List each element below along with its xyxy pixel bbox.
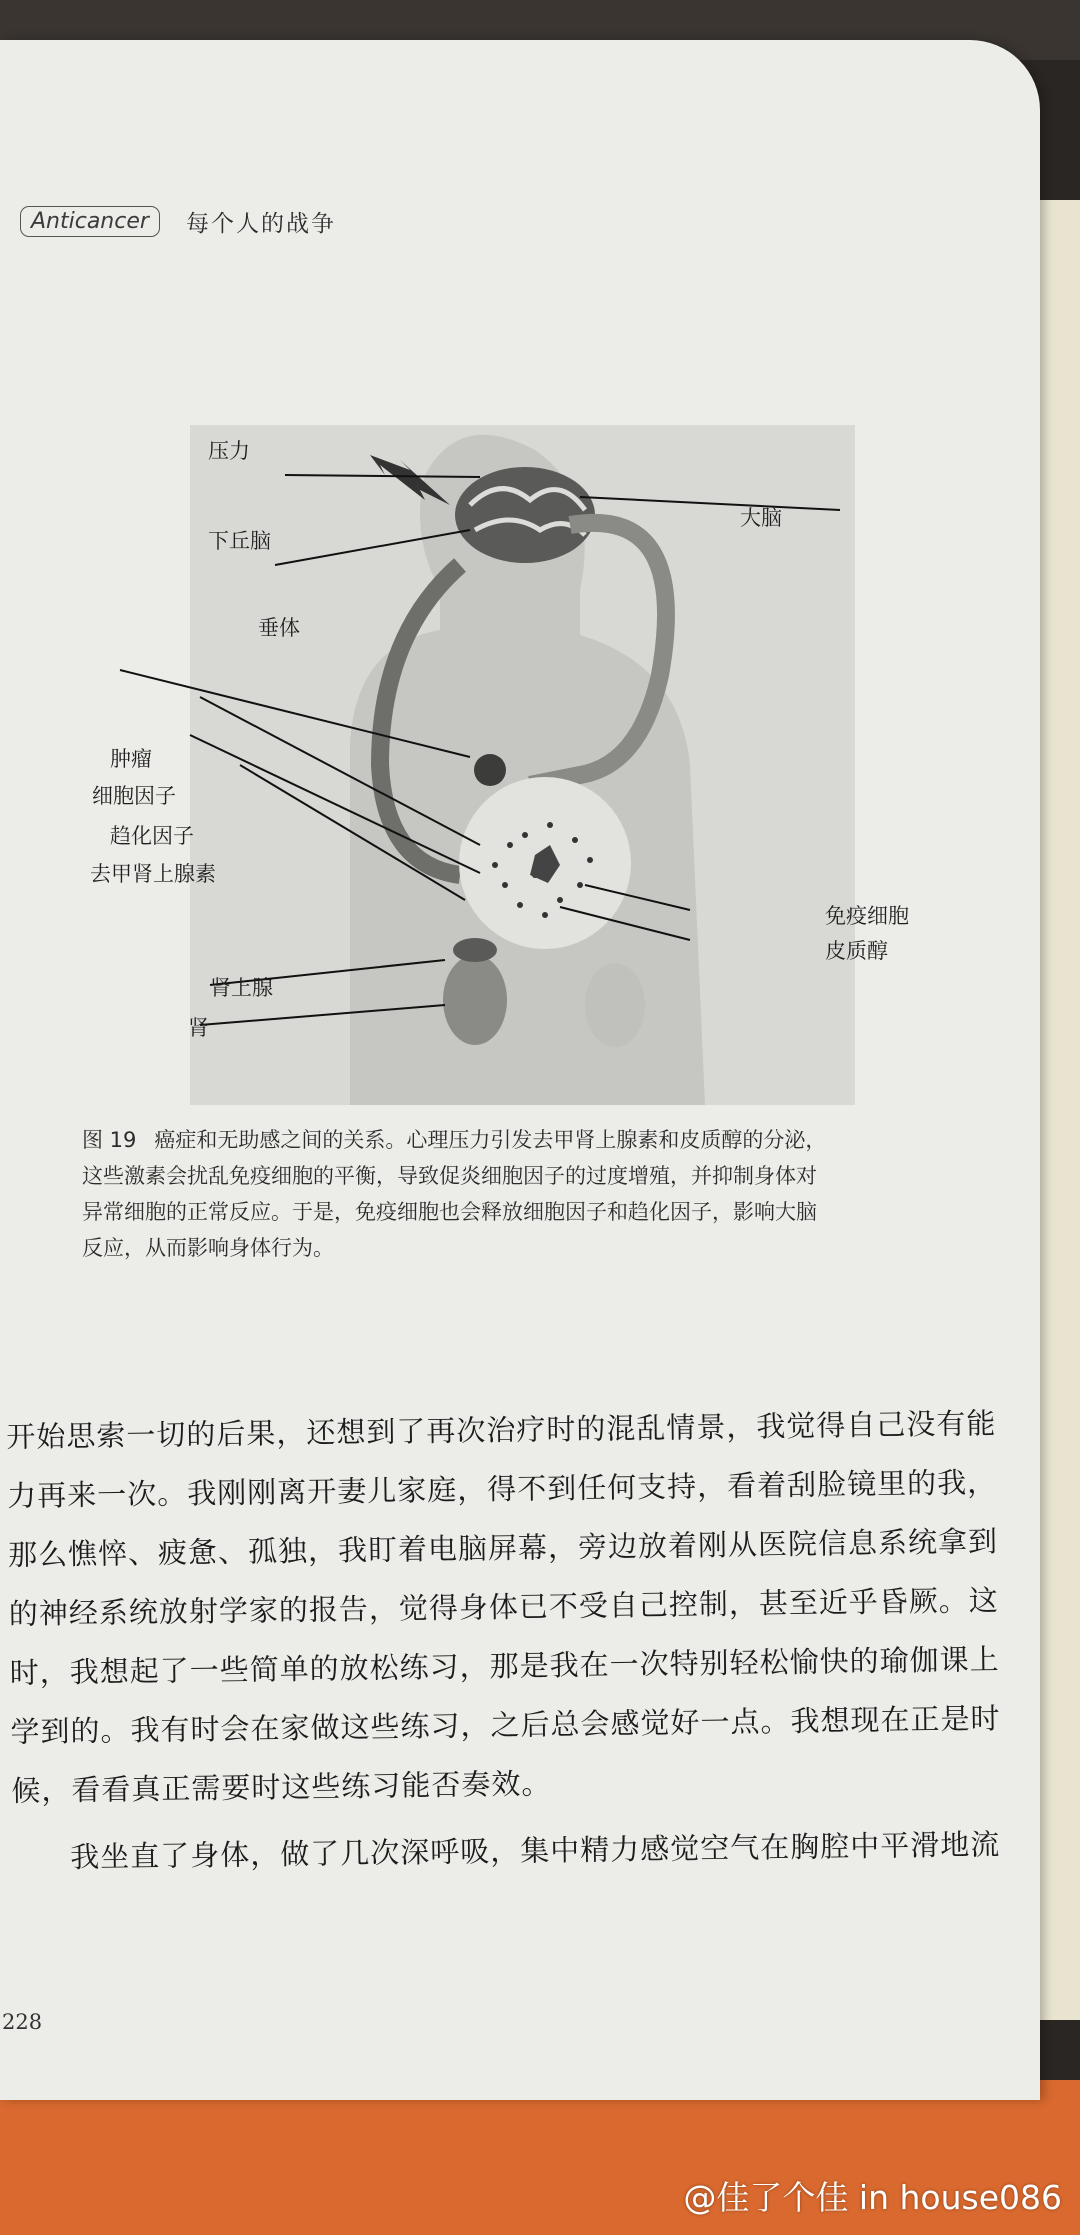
figure-caption [82, 1122, 962, 1266]
brain-shape [455, 467, 595, 563]
caption-line: 这些激素会扰乱免疫细胞的平衡，导致促炎细胞因子的过度增殖，并抑制身体对 [82, 1164, 817, 1188]
label-cytokines: 细胞因子 [92, 784, 176, 808]
brand-badge: Anticancer [20, 206, 160, 237]
body-paragraph-2: 我坐直了身体，做了几次深呼吸，集中精力感觉空气在胸腔中平滑地流 [70, 1827, 1001, 1875]
label-chemokines: 趋化因子 [110, 824, 194, 848]
body-line: 学到的。我有时会在家做这些练习，之后总会感觉好一点。我想现在正是时 [10, 1701, 1001, 1749]
body-line: 力再来一次。我刚刚离开妻儿家庭，得不到任何支持，看着刮脸镜里的我， [6, 1465, 998, 1513]
caption-line: 反应，从而影响身体行为。 [82, 1236, 334, 1260]
label-stress: 压力 [208, 439, 250, 463]
label-tumor: 肿瘤 [110, 747, 152, 771]
running-header [20, 205, 336, 238]
body-line: 时，我想起了一些简单的放松练习，那是我在一次特别轻松愉快的瑜伽课上 [9, 1642, 1000, 1690]
body-line: 的神经系统放射学家的报告，觉得身体已不受自己控制，甚至近乎昏厥。这 [8, 1583, 1000, 1631]
label-pituitary: 垂体 [258, 616, 300, 640]
caption-line: 异常细胞的正常反应。于是，免疫细胞也会释放细胞因子和趋化因子，影响大脑 [82, 1200, 817, 1224]
body-line: 那么憔悴、疲惫、孤独，我盯着电脑屏幕，旁边放着刚从医院信息系统拿到 [7, 1524, 999, 1572]
body-line: 开始思索一切的后果，还想到了再次治疗时的混乱情景，我觉得自己没有能 [6, 1406, 997, 1454]
figure-number: 图 19 [82, 1128, 137, 1152]
book-page [0, 40, 1040, 2100]
body-line: 候，看看真正需要时这些练习能否奏效。 [11, 1766, 552, 1808]
figure-19 [80, 415, 940, 1115]
caption-line: 图 19 癌症和无助感之间的关系。心理压力引发去甲肾上腺素和皮质醇的分泌， [82, 1128, 827, 1152]
label-hypothalamus: 下丘脑 [208, 529, 271, 553]
kidney-right [585, 963, 645, 1047]
label-brain: 大脑 [740, 506, 782, 530]
label-immune-cells: 免疫细胞 [825, 904, 909, 928]
watermark: @佳了个佳 in house086 [683, 2178, 1062, 2217]
label-adrenal: 肾上腺 [210, 976, 273, 1000]
series-title: 每个人的战争 [185, 211, 336, 237]
label-norepinephrine: 去甲肾上腺素 [90, 862, 216, 886]
label-kidney: 肾 [188, 1016, 209, 1040]
body-text [6, 1394, 1013, 1888]
body-illustration [80, 415, 940, 1115]
page-number: 228 [2, 2010, 43, 2034]
adrenal-gland [453, 938, 497, 962]
label-cortisol: 皮质醇 [825, 939, 888, 963]
tumor-shape [474, 754, 506, 786]
kidney-left [443, 955, 507, 1045]
